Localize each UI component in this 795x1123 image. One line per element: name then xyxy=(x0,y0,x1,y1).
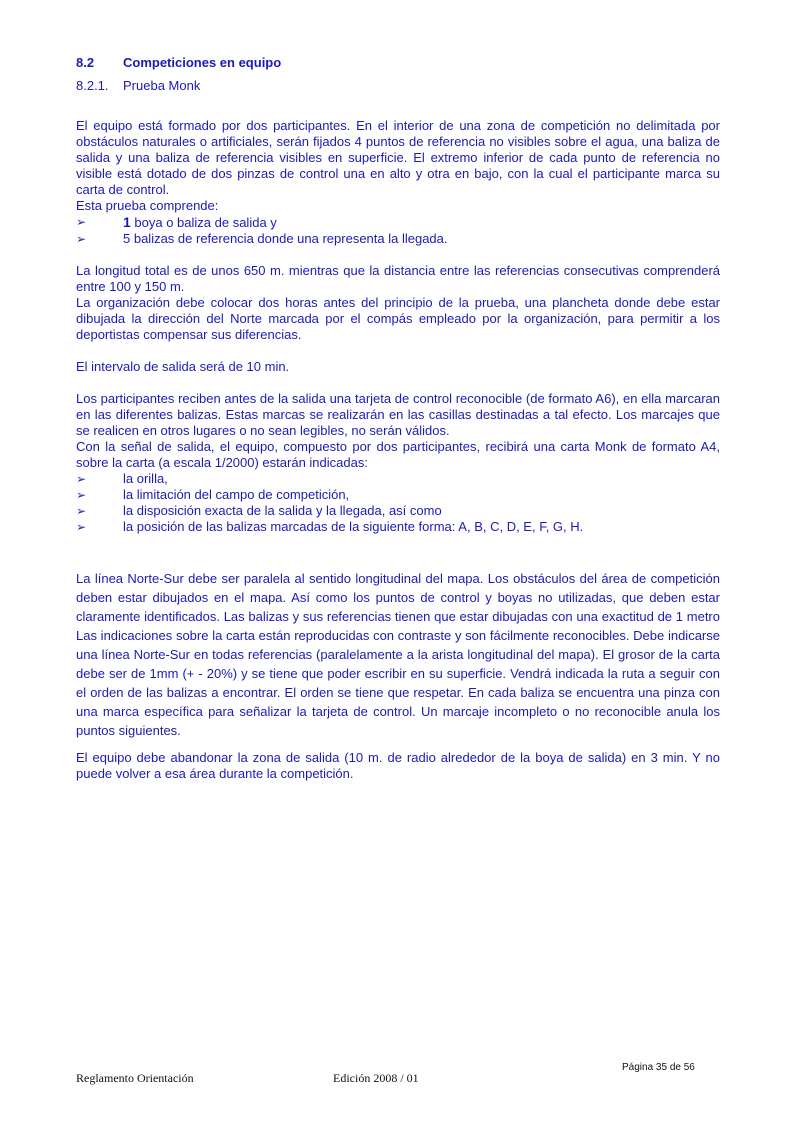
list-item-number: 1 xyxy=(123,214,131,230)
paragraph-longitud: La longitud total es de unos 650 m. mientras que la distancia entre las referencias consecutivas comprenderá entre 100 y 150 m. xyxy=(76,263,720,294)
subsection-heading xyxy=(76,77,720,95)
subsection-number: 8.2.1. xyxy=(76,78,109,93)
paragraph-participantes: Los participantes reciben antes de la salida una tarjeta de control reconocible (de formato A6), en ella marcaran en las diferentes balizas. Estas marcas se realizarán en las casillas destinadas a tal efecto. Los marcajes que se realicen en otros lugares o no sean legibles, no serán válidos. xyxy=(76,391,720,438)
subsection-title: Prueba Monk xyxy=(123,78,201,93)
bullet-list-components xyxy=(76,214,720,247)
arrowhead-bullet-icon: ➢ xyxy=(76,488,87,502)
list-item xyxy=(76,503,720,519)
list-item xyxy=(76,471,720,487)
paragraph-intervalo: El intervalo de salida será de 10 min. xyxy=(76,359,290,374)
list-item-text: la posición de las balizas marcadas de la siguiente forma: A, B, C, D, E, F, G, H. xyxy=(123,519,584,534)
section-number: 8.2 xyxy=(76,55,95,70)
list-item-text: boya o baliza de salida y xyxy=(130,215,277,230)
list-item xyxy=(76,214,720,231)
paragraph-organizacion: La organización debe colocar dos horas antes del principio de la prueba, una plancheta donde debe estar dibujada la dirección del Norte marcada por el compás empleado por la organización, para permitir a los deportistas compensar sus diferencias. xyxy=(76,295,720,342)
list-item-text: la orilla, xyxy=(123,471,168,486)
arrowhead-bullet-icon: ➢ xyxy=(76,232,87,246)
list-item xyxy=(76,487,720,503)
bullet-list-map-contents xyxy=(76,471,720,535)
paragraph-senal: Con la señal de salida, el equipo, compuesto por dos participantes, recibirá una carta Monk de formato A4, sobre la carta (a escala 1/2000) estarán indicadas: xyxy=(76,439,720,470)
arrowhead-bullet-icon: ➢ xyxy=(76,472,87,486)
arrowhead-bullet-icon: ➢ xyxy=(76,504,87,518)
page-footer xyxy=(0,1062,795,1102)
paragraph-comprende: Esta prueba comprende: xyxy=(76,198,219,213)
list-item xyxy=(76,231,720,247)
arrowhead-bullet-icon: ➢ xyxy=(76,215,87,229)
paragraph-norte-sur: La línea Norte-Sur debe ser paralela al sentido longitudinal del mapa. Los obstáculos del área de competición deben estar dibujados en el mapa. Así como los puntos de control y boyas no utilizadas, que deben estar claramente identificados. Las balizas y sus referencias tienen que estar dibujadas con una exactitud de 1 metro Las indicaciones sobre la carta están reproducidas con contraste y son fácilmente reconocibles. Debe indicarse una línea Norte-Sur en todas referencias (paralelamente a la arista longitudinal del mapa). El grosor de la carta debe ser de 1mm (+ - 20%) y se tiene que poder escribir en su superficie. Vendrá indicada la ruta a seguir con el orden de las balizas a encontrar. El orden se tiene que respetar. En cada baliza se encuentra una pinza con una marca específica para señalizar la tarjeta de control. Un marcaje incompleto o no reconocible anula los puntos siguientes. xyxy=(76,571,720,738)
document-page xyxy=(76,54,720,782)
list-item-text: la disposición exacta de la salida y la llegada, así como xyxy=(123,503,442,518)
footer-document-title: Reglamento Orientación xyxy=(76,1071,194,1085)
footer-edition: Edición 2008 / 01 xyxy=(333,1071,419,1085)
paragraph-abandonar: El equipo debe abandonar la zona de salida (10 m. de radio alrededor de la boya de salida) en 3 min. Y no puede volver a esa área durante la competición. xyxy=(76,750,720,781)
footer-page-number: Página 35 de 56 xyxy=(622,1062,695,1073)
section-heading xyxy=(76,54,720,72)
arrowhead-bullet-icon: ➢ xyxy=(76,520,87,534)
list-item xyxy=(76,519,720,535)
list-item-text: 5 balizas de referencia donde una representa la llegada. xyxy=(123,231,448,246)
paragraph-intro: El equipo está formado por dos participantes. En el interior de una zona de competición no delimitada por obstáculos naturales o artificiales, serán fijados 4 puntos de referencia no visibles sobre el agua, una baliza de salida y una baliza de referencia visibles en superficie. El extremo inferior de cada punto de referencia no visible está dotado de dos pinzas de control una en alto y otra en bajo, con la cual el participante marca su carta de control. xyxy=(76,118,720,197)
list-item-text: la limitación del campo de competición, xyxy=(123,487,350,502)
section-title: Competiciones en equipo xyxy=(123,55,282,70)
